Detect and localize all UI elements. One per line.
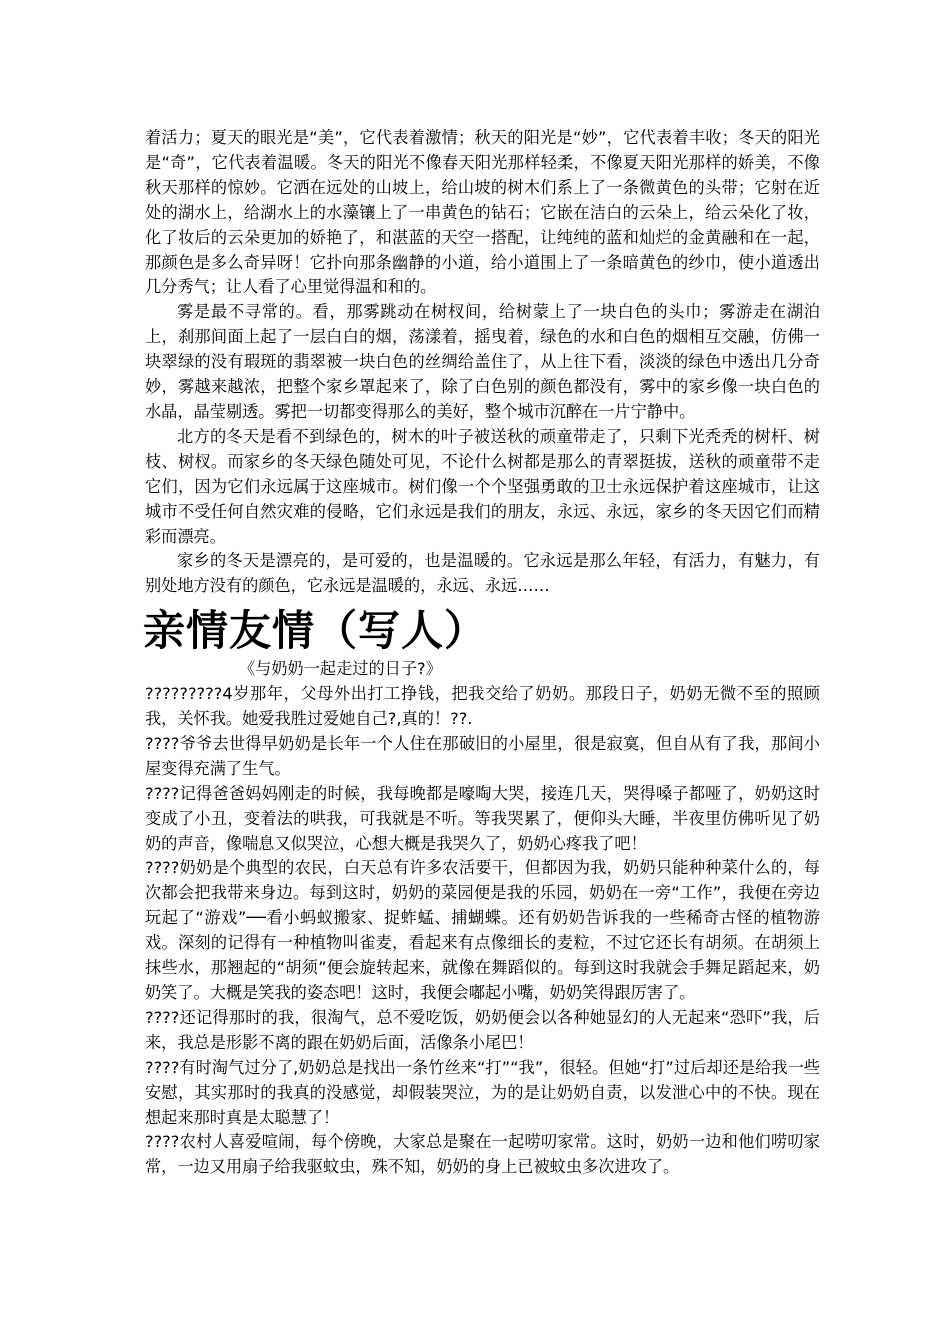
- paragraph-fog: 雾是最不寻常的。看，那雾跳动在树杈间，给树蒙上了一块白色的头巾；雾游走在湖泊上，刹那间面上起了一层白白的烟，荡漾着，摇曳着，绿色的水和白色的烟相互交融，仿佛一块翠绿的没有瑕斑的翡翠被一块白色的丝绸给盖住了，从上往下看，淡淡的绿色中透出几分奇妙，雾越来越浓，把整个家乡罩起来了，除了白色别的颜色都没有，雾中的家乡像一块白色的水晶，晶莹剔透。雾把一切都变得那么的美好，整个城市沉醉在一片宁静中。: [145, 302, 820, 421]
- story-paragraph: ????农村人喜爱喧闹，每个傍晚，大家总是聚在一起唠叨家常。这时，奶奶一边和他们唠叨家常，一边又用扇子给我驱蚊虫，殊不知，奶奶的身上已被蚊虫多次进攻了。: [145, 1132, 820, 1177]
- paragraph-green-trees: 北方的冬天是看不到绿色的，树木的叶子被送秋的顽童带走了，只剩下光秃秃的树杆、树枝、树杈。而家乡的冬天绿色随处可见，不论什么树都是那么的青翠挺拔，送秋的顽童带不走它们，因为它们永远属于这座城市。树们像一个个坚强勇敢的卫士永远保护着这座城市，让这城市不受任何自然灾难的侵略，它们永远是我们的朋友，永远、永远，家乡的冬天因它们而精彩而漂亮。: [145, 426, 820, 546]
- paragraph-winter-sunlight: 着活力；夏天的眼光是“美”，它代表着激情；秋天的阳光是“妙”，它代表着丰收；冬天的阳光是“奇”，它代表着温暖。冬天的阳光不像春天阳光那样轻柔，不像夏天阳光那样的娇美，不像秋天那样的惊妙。它洒在远处的山坡上，给山坡的树木们系上了一条微黄色的头带；它射在近处的湖水上，给湖水上的水藻镶上了一串黄色的钻石；它嵌在洁白的云朵上，给云朵化了妆，化了妆后的云朵更加的娇艳了，和湛蓝的天空一搭配，让纯纯的蓝和灿烂的金黄融和在一起，那颜色是多么奇异呀！它扑向那条幽静的小道，给小道围上了一条暗黄色的纱巾，使小道透出几分秀气；让人看了心里觉得温和和的。: [145, 128, 820, 297]
- story-paragraph: ????记得爸爸妈妈刚走的时候，我每晚都是嚎啕大哭，接连几天，哭得嗓子都哑了，奶奶这时变成了小丑，变着法的哄我，可我就是不听。等我哭累了，便仰头大睡，半夜里仿佛听见了奶奶的声音，像喘息又似哭泣，心想大概是我哭久了，奶奶心疼我了吧！: [145, 783, 820, 853]
- story-paragraph: ????还记得那时的我，很淘气，总不爱吃饭，奶奶便会以各种她显幻的人无起来“恐吓”我，后来，我总是形影不离的跟在奶奶后面，活像条小尾巴！: [145, 1007, 820, 1052]
- story-paragraph: ????奶奶是个典型的农民，白天总有许多农活要干，但都因为我，奶奶只能种种菜什么的，每次都会把我带来身边。每到这时，奶奶的菜园便是我的乐园，奶奶在一旁“工作”，我便在旁边玩起了“游戏”──看小蚂蚁搬家、捉蚱蜢、捕蝴蝶。还有奶奶告诉我的一些稀奇古怪的植物游戏。深刻的记得有一种植物叫雀麦，看起来有点像细长的麦粒，不过它还长有胡须。在胡须上抹些水，那翘起的“胡须”便会旋转起来，就像在舞蹈似的。每到这时我就会手舞足蹈起来，奶奶笑了。大概是笑我的姿态吧！这时，我便会嘟起小嘴，奶奶笑得跟厉害了。: [145, 858, 820, 1002]
- story-paragraph: ????有时淘气过分了,奶奶总是找出一条竹丝来“打”“我”，很轻。但她“打”过后却还是给我一些安慰，其实那时的我真的没感觉，却假装哭泣，为的是让奶奶自责，以发泄心中的不快。现在想起来那时真是太聪慧了！: [145, 1057, 820, 1127]
- section-heading: 亲情友情（写人）: [143, 606, 488, 656]
- story-title: 《与奶奶一起走过的日子?》: [239, 659, 442, 679]
- document-page: [145, 126, 820, 1180]
- paragraph-conclusion: 家乡的冬天是漂亮的，是可爱的，也是温暖的。它永远是那么年轻，有活力，有魅力，有别处地方没有的颜色，它永远是温暖的，永远、永远……: [145, 551, 820, 596]
- story-paragraph: ?????????4岁那年，父母外出打工挣钱，把我交给了奶奶。那段日子，奶奶无微不至的照顾我，关怀我。她爱我胜过爱她自己?,真的！??.: [145, 684, 820, 729]
- story-paragraph: ????爷爷去世得早奶奶是长年一个人住在那破旧的小屋里，很是寂寞，但自从有了我，那间小屋变得充满了生气。: [145, 733, 820, 778]
